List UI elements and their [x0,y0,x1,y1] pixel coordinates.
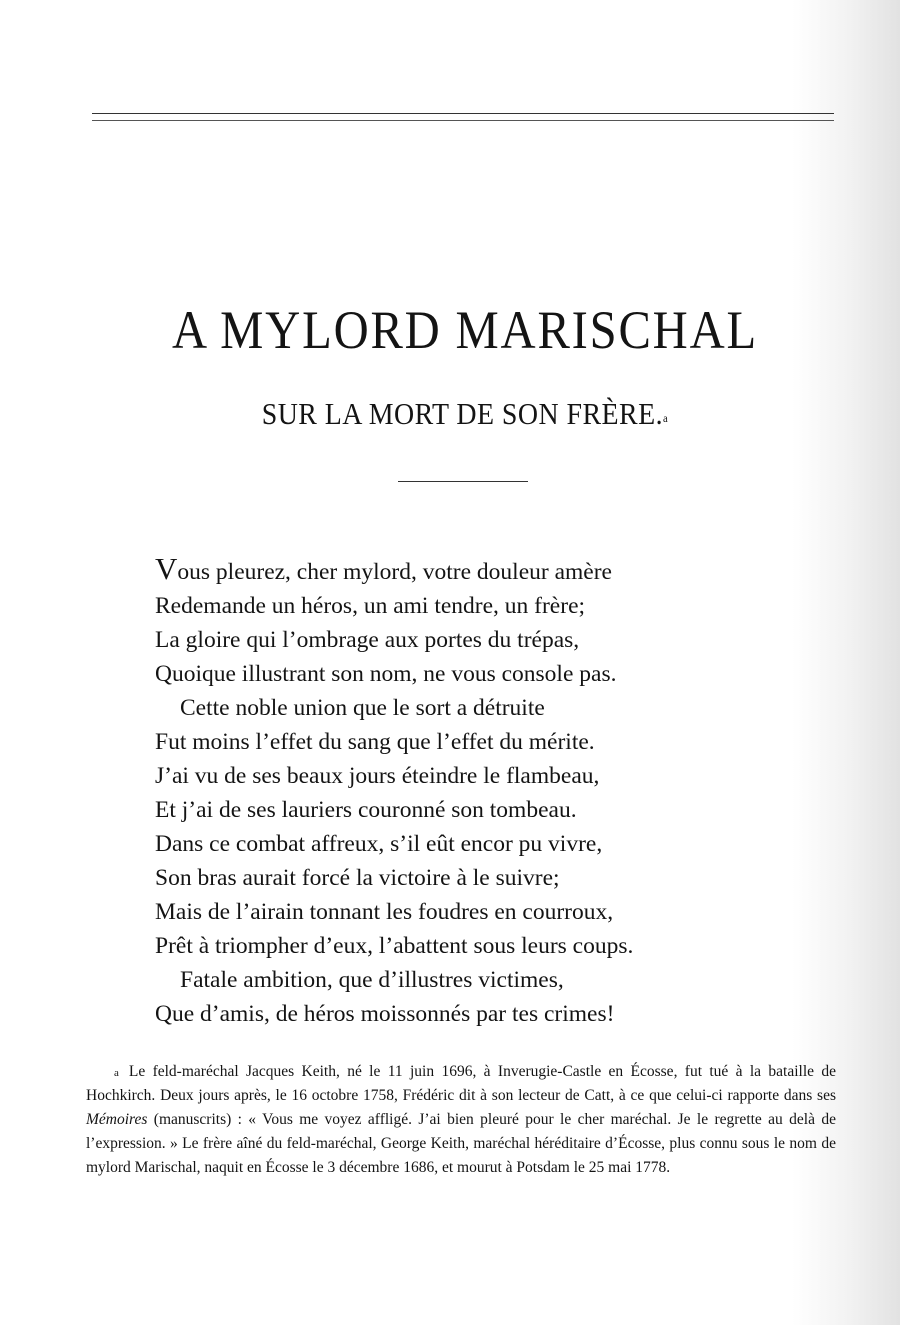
poem-subtitle-text: SUR LA MORT DE SON FRÈRE. [261,396,664,431]
verse-line: Que d’amis, de héros moissonnés par tes crimes! [155,1001,615,1027]
verse-line: Quoique illustrant son nom, ne vous console pas. [155,661,617,687]
verse-line [155,551,835,589]
poem-title: A MYLORD MARISCHAL [172,300,758,360]
verse-line: Et j’ai de ses lauriers couronné son tombeau. [155,797,577,823]
footnote [86,1060,836,1180]
verse-line: Prêt à triompher d’eux, l’abattent sous leurs coups. [155,933,634,959]
verse-line: Fut moins l’effet du sang que l’effet du mérite. [155,729,595,755]
verse-line: La gloire qui l’ombrage aux portes du trépas, [155,627,580,653]
verse-line-text: ous pleurez, cher mylord, votre douleur amère [177,559,612,585]
poem-body [155,551,835,1031]
footnote-mark: a [114,1067,119,1079]
verse-line: Son bras aurait forcé la victoire à le suivre; [155,865,560,891]
verse-line: J’ai vu de ses beaux jours éteindre le flambeau, [155,763,600,789]
header-double-rule [92,113,834,121]
title-separator-rule [398,481,528,482]
footnote-text-part1: Le feld-maréchal Jacques Keith, né le 11 juin 1696, à Inverugie-Castle en Écosse, fut tué à la bataille de Hochkirch. Deux jours après, le 16 octobre 1758, Frédéric dit à son lecteur de Catt, à ce que celui-ci rapporte dans ses [86,1063,836,1104]
verse-line: Fatale ambition, que d’illustres victimes, [180,967,564,993]
drop-cap: V [155,551,178,586]
footnote-italic-title: Mémoires [86,1111,148,1128]
verse-line: Redemande un héros, un ami tendre, un frère; [155,593,586,619]
verse-lines [155,589,835,1031]
verse-line: Mais de l’airain tonnant les foudres en courroux, [155,899,614,925]
verse-line: Dans ce combat affreux, s’il eût encor pu vivre, [155,831,603,857]
footnote-reference-mark: a [663,411,669,425]
poem-subtitle [47,394,884,434]
footnote-text-part2: (manuscrits) : « Vous me voyez affligé. J’ai bien pleuré pour le cher maréchal. Je le regrette au delà de l’expression. » Le frère aîné du feld-maréchal, George Keith, maréchal héréditaire d’Écosse, plus connu sous le nom de mylord Marischal, naquit en Écosse le 3 décembre 1686, et mourut à Potsdam le 25 mai 1778. [86,1111,836,1176]
verse-line: Cette noble union que le sort a détruite [180,695,545,721]
